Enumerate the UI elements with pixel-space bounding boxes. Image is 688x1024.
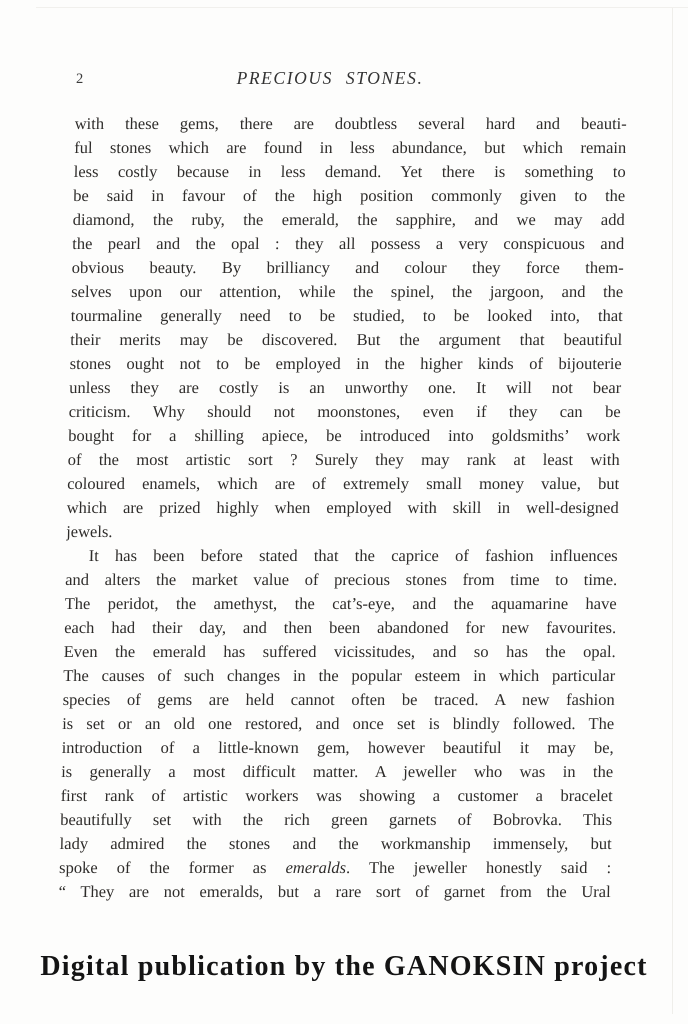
text-line: The peridot, the amethyst, the cat’s-eye, and the aquamarine have: [64, 594, 617, 613]
text-segment: spoke of the former as: [58, 858, 286, 877]
scan-artifact-horizontal-line: [36, 7, 688, 8]
text-line: selves upon our attention, while the spinel, the jargoon, and the: [71, 282, 624, 301]
text-line: obvious beauty. By brilliancy and colour they force them-: [71, 258, 624, 277]
text-line: coloured enamels, which are of extremely small money value, but: [67, 474, 620, 493]
text-line: ful stones which are found in less abundance, but which remain: [74, 138, 627, 157]
text-line: lady admired the stones and the workmanship immensely, but: [59, 834, 612, 853]
text-line: criticism. Why should not moonstones, even if they can be: [68, 402, 621, 421]
text-line: first rank of artistic workers was showing a customer a bracelet: [60, 786, 613, 805]
text-line: species of gems are held cannot often be traced. A new fashion: [62, 690, 615, 709]
text-line: their merits may be discovered. But the argument that beautiful: [70, 330, 623, 349]
page-number: 2: [76, 71, 84, 87]
running-title: PRECIOUS STONES.: [236, 68, 424, 88]
text-line: bought for a shilling apiece, be introduced into goldsmiths’ work: [68, 426, 621, 445]
text-line: which are prized highly when employed with skill in well-designed: [66, 498, 619, 517]
text-line: The causes of such changes in the popular esteem in which particular: [62, 666, 616, 685]
text-line: diamond, the ruby, the emerald, the sapphire, and we may add: [72, 210, 625, 229]
text-line: introduction of a little-known gem, however beautiful it may be,: [61, 738, 614, 757]
text-line: tourmaline generally need to be studied, to be looked into, that: [70, 306, 623, 325]
text-line: the pearl and the opal : they all possess a very conspicuous and: [72, 234, 625, 253]
scan-artifact-vertical-line: [672, 8, 673, 1014]
text-line: less costly because in less demand. Yet there is something to: [73, 162, 626, 181]
text-segment: . The jeweller honestly said :: [345, 858, 612, 877]
text-line: unless they are costly is an unworthy one. It will not bear: [69, 378, 622, 397]
text-line: and alters the market value of precious stones from time to time.: [65, 570, 618, 589]
text-line: stones ought not to be employed in the higher kinds of bijouterie: [69, 354, 622, 373]
text-line: is generally a most difficult matter. A jeweller who was in the: [60, 762, 614, 781]
text-line: be said in favour of the high position commonly given to the: [73, 186, 626, 205]
italic-text-segment: emeralds: [285, 858, 347, 877]
text-line: beautifully set with the rich green garnets of Bobrovka. This: [59, 810, 613, 829]
text-line: with these gems, there are doubtless several hard and beauti-: [74, 114, 627, 133]
text-line: of the most artistic sort ? Surely they may rank at least with: [67, 450, 620, 469]
text-line: [59, 856, 612, 880]
text-line: “ They are not emeralds, but a rare sort of garnet from the Ural: [58, 882, 611, 901]
text-line: jewels.: [66, 522, 113, 541]
text-line: is set or an old one restored, and once set is blindly followed. The: [61, 714, 615, 733]
publication-footer: Digital publication by the GANOKSIN project: [40, 951, 648, 982]
body-text: [58, 112, 627, 904]
text-line: It has been before stated that the caprice of fashion influences: [88, 546, 618, 565]
text-line: Even the emerald has suffered vicissitudes, and so has the opal.: [63, 642, 616, 661]
text-line: each had their day, and then been abandoned for new favourites.: [64, 618, 617, 637]
